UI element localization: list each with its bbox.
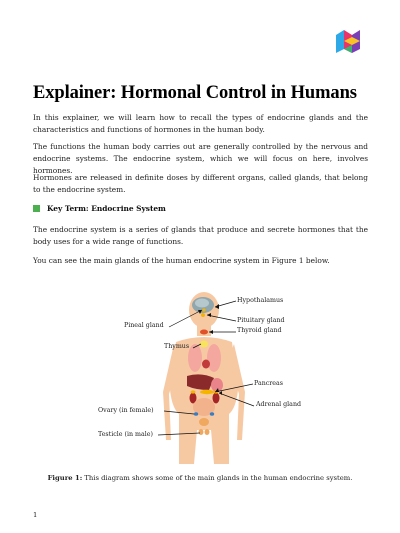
caption-text: This diagram shows some of the main glands in the human endocrine system. [82,474,353,482]
definition-paragraph: The endocrine system is a series of glands that produce and secrete hormones that the body uses for a wide range of functions. [33,225,368,246]
key-term-heading [33,204,166,213]
label-hypothalamus: Hypothalamus [237,297,284,304]
key-term-label: Key Term: Endocrine System [47,204,166,213]
caption-label: Figure 1: [47,474,83,482]
label-thymus: Thymus [164,343,190,350]
label-adrenal-gland: Adrenal gland [256,401,302,408]
endocrine-system-figure [0,280,400,465]
label-testicle: Testicle (in male) [98,431,153,438]
label-ovary: Ovary (in female) [98,407,154,414]
nagwa-logo-icon [334,27,366,55]
label-thyroid-gland: Thyroid gland [237,327,282,334]
label-pituitary-gland: Pituitary gland [237,317,285,324]
human-body-diagram [0,280,400,465]
label-pancreas: Pancreas [254,380,284,387]
hormones-paragraph: Hormones are released in definite doses by different organs, called glands, that belong to the endocrine system. [33,173,368,194]
intro-paragraph: In this explainer, we will learn how to recall the types of endocrine glands and the characteristics and functions of hormones in the human body. [33,113,368,134]
key-term-marker-icon [33,205,40,212]
page-number: 1 [33,511,38,519]
label-pineal-gland: Pineal gland [124,322,164,329]
figure-intro-paragraph: You can see the main glands of the human endocrine system in Figure 1 below. [33,256,330,265]
functions-paragraph: The functions the human body carries out are generally controlled by the nervous and endocrine systems. The endocrine system, which we will focus on here, involves hormones. [33,142,368,175]
figure-caption [0,474,400,482]
page-title: Explainer: Hormonal Control in Humans [33,83,357,103]
